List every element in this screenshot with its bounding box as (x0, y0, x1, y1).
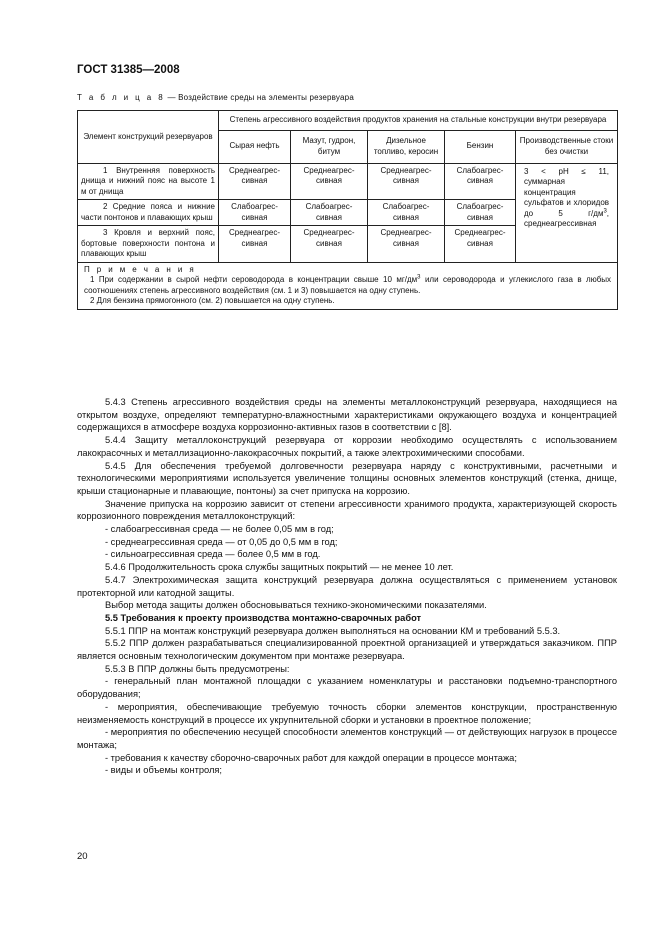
header-col-fuel-oil: Мазут, гудрон, битум (291, 130, 368, 163)
body-paragraph: Значение припуска на коррозию зависит от степени агрессивности хранимого продукта, характеризующей скорость коррозионного повреждения металлоконструкций: (77, 498, 617, 522)
cell-value: Слабоагрес-сивная (445, 200, 516, 226)
body-paragraph: - слабоагрессивная среда — не более 0,05 мм в год; (105, 524, 334, 535)
body-paragraph: 5.5.2 ППР должен разрабатываться специализированной проектной организацией и утверждаться заказчиком. ППР является основным технологическим документом при монтаже резервуара. (77, 638, 617, 662)
body-paragraph: 5.5 Требования к проекту производства монтажно-сварочных работ (105, 612, 422, 623)
body-paragraph: Выбор метода защиты должен обосновываться технико-экономическими показателями. (105, 600, 487, 611)
wastewater-cell (516, 163, 618, 262)
row-element: 3 Кровля и верхний пояс, бортовые поверхности понтона и плавающих крыш (78, 226, 219, 263)
cell-value: Среднеагрес-сивная (368, 226, 445, 263)
body-paragraph: 5.5.1 ППР на монтаж конструкций резервуара должен выполняться на основании КМ и требований 5.5.3. (105, 625, 561, 636)
body-paragraph: 5.5.3 В ППР должны быть предусмотрены: (105, 663, 290, 674)
note-1-text-end: или сероводорода и углекислого газа в любых соотношениях степень агрессивного воздействия (см. 1 и 3) повышается на одну ступень. (84, 275, 612, 295)
note-1-text: 1 При содержании в сырой нефти сероводорода в концентрации свыше 10 мг/дм (90, 275, 418, 284)
wastewater-value: 3 < pH ≤ 11, суммарная концентрация сульфатов и хлоридов до 5 г/дм (524, 166, 610, 218)
body-paragraph: - сильноагрессивная среда — более 0,5 мм в год. (105, 549, 321, 560)
cell-value: Среднеагрес-сивная (219, 226, 291, 263)
body-paragraph: - среднеагрессивная среда — от 0,05 до 0,5 мм в год; (105, 536, 338, 547)
cell-value: Среднеагрес-сивная (445, 226, 516, 263)
table-caption-text: — Воздействие среды на элементы резервуара (165, 93, 354, 102)
header-col-crude-oil: Сырая нефть (219, 130, 291, 163)
cell-value: Слабоагрес-сивная (445, 163, 516, 200)
cell-value: Среднеагрес-сивная (368, 163, 445, 200)
note-1 (84, 275, 611, 296)
body-paragraph: - виды и объемы контроля; (105, 765, 223, 776)
header-col-gasoline: Бензин (445, 130, 516, 163)
body-paragraph: 5.4.4 Защиту металлоконструкций резервуара от коррозии необходимо осуществлять с использованием лакокрасочных и металлизационно-лакокрасочных покрытий, а также электрохимическими способами. (77, 435, 617, 458)
wastewater-unit-sup: 3 (603, 207, 607, 214)
header-element: Элемент конструкций резервуаров (78, 111, 219, 164)
body-paragraph: 5.4.5 Для обеспечения требуемой долговечности резервуара наряду с конструктивными, расчетными и технологическими мероприятиями используется увеличение толщины основных элементов конструкций (стенка, днище, крыши стационарные и плавающие, понтоны) за счет припуска на коррозию. (77, 460, 617, 496)
cell-value: Среднеагрес-сивная (291, 226, 368, 263)
note-1-sup: 3 (417, 274, 421, 281)
body-paragraph: 5.4.6 Продолжительность срока службы защитных покрытий — не менее 10 лет. (105, 562, 454, 573)
row-element: 2 Средние пояса и нижние части понтонов и плавающих крыш (78, 200, 219, 226)
page-number: 20 (77, 851, 88, 862)
cell-value: Слабоагрес-сивная (291, 200, 368, 226)
body-text (77, 396, 617, 777)
body-paragraph: - мероприятия, обеспечивающие требуемую точность сборки элементов конструкции, пространственную неизменяемость конструкций в процессе их укрупнительной сборки и установки в проектное положение; (77, 701, 617, 725)
body-paragraph: - генеральный план монтажной площадки с указанием номенклатуры и расстановки подъемно-транспортного оборудования; (77, 676, 617, 700)
cell-value: Среднеагрес-сивная (219, 163, 291, 200)
wastewater-value-end: , среднеагрессивная (524, 208, 610, 228)
document-code: ГОСТ 31385—2008 (77, 64, 180, 76)
table-notes (78, 262, 618, 309)
table-caption (77, 93, 354, 102)
notes-title: П р и м е ч а н и я (84, 264, 197, 274)
table-row (78, 163, 618, 200)
environment-impact-table (77, 110, 618, 310)
cell-value: Слабоагрес-сивная (368, 200, 445, 226)
header-group: Степень агрессивного воздействия продуктов хранения на стальные конструкции внутри резервуара (219, 111, 618, 131)
note-2: 2 Для бензина прямогонного (см. 2) повышается на одну ступень. (90, 296, 335, 305)
notes-row (78, 262, 618, 309)
row-element: 1 Внутренняя поверхность днища и нижний пояс на высоте 1 м от днища (78, 163, 219, 200)
header-col-diesel: Дизельное топливо, керосин (368, 130, 445, 163)
table-header-row (78, 111, 618, 131)
body-paragraph: - мероприятия по обеспечению несущей способности элементов конструкций — от действующих нагрузок в процессе монтажа; (77, 727, 617, 750)
table-caption-label: Т а б л и ц а 8 (77, 93, 166, 102)
body-paragraph: 5.4.7 Электрохимическая защита конструкций резервуара должна осуществляться с применением установок протекторной или катодной защиты. (77, 574, 617, 598)
body-paragraph: - требования к качеству сборочно-сварочных работ для каждой операции в процессе монтажа; (105, 752, 517, 763)
cell-value: Среднеагрес-сивная (291, 163, 368, 200)
cell-value: Слабоагрес-сивная (219, 200, 291, 226)
header-col-wastewater: Производственные стоки без очистки (516, 130, 618, 163)
body-paragraph: 5.4.3 Степень агрессивного воздействия среды на элементы металлоконструкций резервуара, находящиеся на открытом воздухе, определяют температурно-влажностными характеристиками окружающего воздуха и концентрацией содержащихся в атмосфере воздуха коррозионно-активных газов в соответствии с [8]. (77, 397, 617, 433)
